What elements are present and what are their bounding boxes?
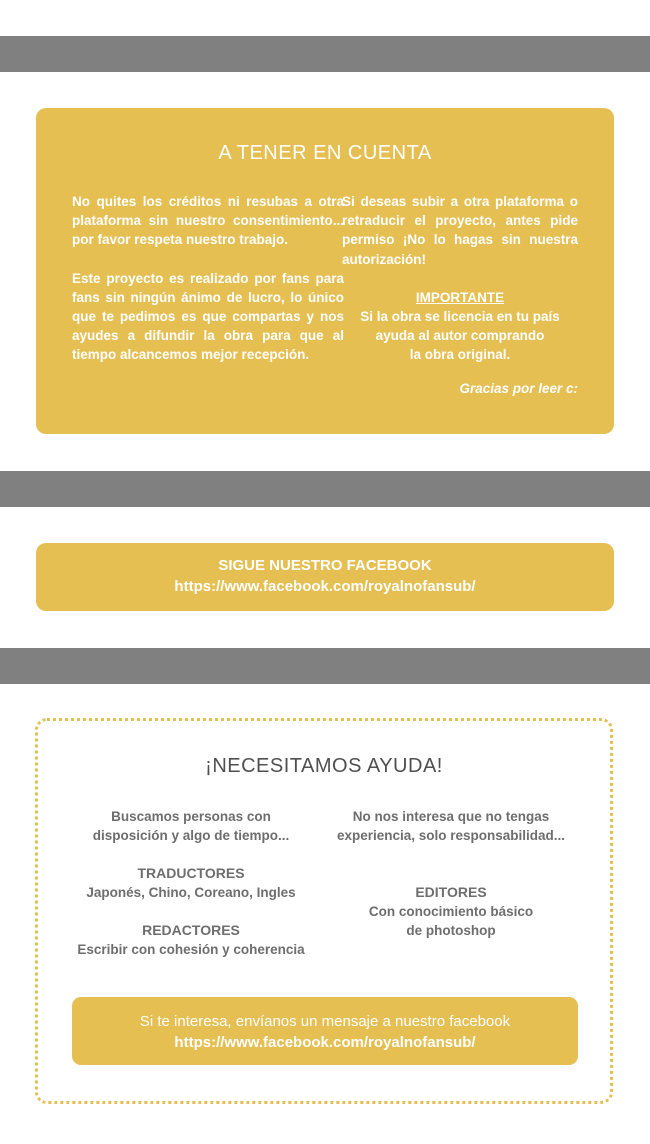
- notice-left-column: [72, 192, 344, 384]
- notice-right-column: [342, 192, 578, 398]
- important-line-2: ayuda al autor comprando: [375, 328, 545, 344]
- writers-desc: Escribir con cohesión y coherencia: [77, 942, 305, 957]
- editors-block: [316, 883, 586, 940]
- help-title: ¡NECESITAMOS AYUDA!: [205, 755, 443, 777]
- divider-band-2: [0, 471, 650, 507]
- help-section: [35, 718, 613, 1104]
- help-left-intro-line-1: Buscamos personas con: [111, 809, 271, 824]
- important-title: IMPORTANTE: [415, 289, 505, 305]
- help-left-intro: [66, 807, 316, 845]
- divider-band-1: [0, 36, 650, 72]
- contact-facebook-link[interactable]: https://www.facebook.com/royalnofansub/: [174, 1034, 476, 1051]
- help-left-column: [66, 807, 316, 978]
- help-right-column: [316, 807, 586, 959]
- notice-permission-text: Si deseas subir a otra plataforma o retraducir el proyecto, antes pide permiso ¡No lo hagas sin nuestra autorización!: [342, 194, 578, 267]
- notice-card: [36, 108, 614, 434]
- editors-title: EDITORES: [415, 884, 487, 900]
- thanks-text: Gracias por leer c:: [459, 380, 578, 396]
- help-right-intro: [316, 807, 586, 845]
- writers-title: REDACTORES: [142, 922, 240, 938]
- facebook-title: SIGUE NUESTRO FACEBOOK: [218, 557, 432, 574]
- facebook-card: [36, 543, 614, 611]
- important-line-1: Si la obra se licencia en tu país: [360, 309, 560, 325]
- editors-desc-line-2: de photoshop: [406, 923, 496, 938]
- important-line-3: la obra original.: [409, 347, 511, 363]
- notice-project-text: Este proyecto es realizado por fans para fans sin ningún ánimo de lucro, lo único que te pedimos es que compartas y nos ayudes a difundir la obra para que al tiempo alcancemos mejor recepción.: [72, 270, 344, 363]
- help-right-intro-line-1: No nos interesa que no tengas: [352, 809, 550, 824]
- writers-block: [66, 921, 316, 959]
- notice-title: A TENER EN CUENTA: [218, 142, 432, 164]
- important-block: [342, 288, 578, 365]
- facebook-link[interactable]: https://www.facebook.com/royalnofansub/: [174, 578, 476, 595]
- translators-desc: Japonés, Chino, Coreano, Ingles: [86, 885, 296, 900]
- contact-cta: [72, 997, 578, 1065]
- contact-cta-text: Si te interesa, envíanos un mensaje a nuestro facebook: [139, 1013, 511, 1030]
- translators-title: TRADUCTORES: [137, 865, 245, 881]
- help-left-intro-line-2: disposición y algo de tiempo...: [92, 828, 290, 843]
- divider-band-3: [0, 648, 650, 684]
- translators-block: [66, 864, 316, 902]
- notice-credits-text: No quites los créditos ni resubas a otra plataforma sin nuestro consentimiento... por favor respeta nuestro trabajo.: [72, 194, 344, 248]
- editors-desc-line-1: Con conocimiento básico: [368, 904, 534, 919]
- help-right-intro-line-2: experiencia, solo responsabilidad...: [336, 828, 566, 843]
